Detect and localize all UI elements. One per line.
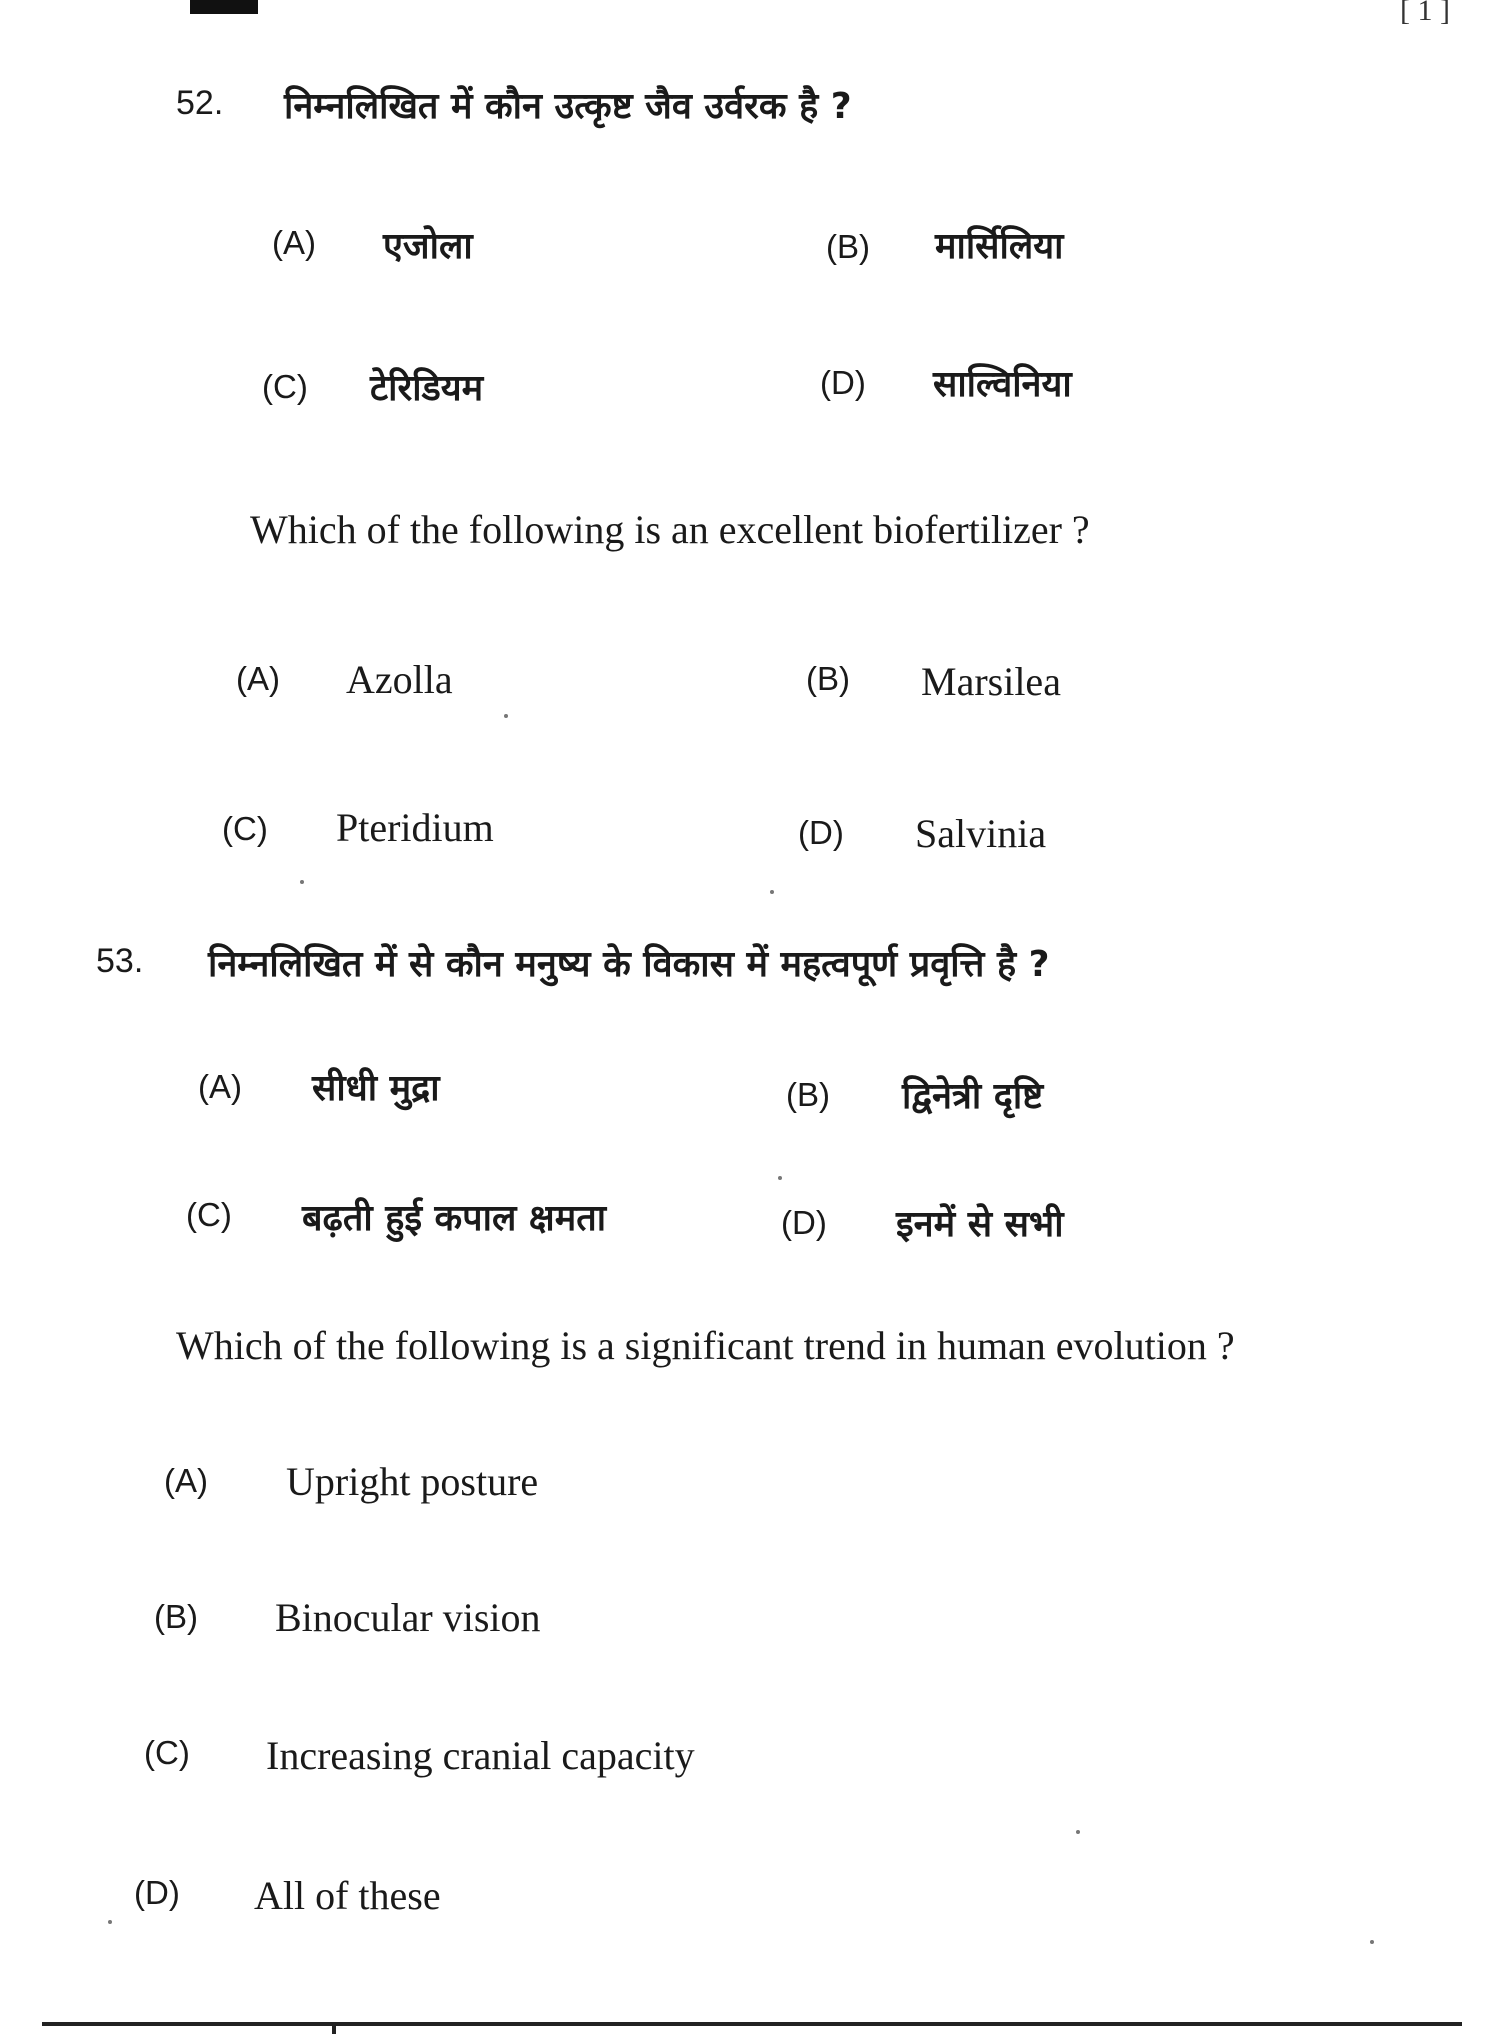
- q52-english-option-b-text: Marsilea: [921, 659, 1061, 704]
- question-52-hindi-text: निम्नलिखित में कौन उत्कृष्ट जैव उर्वरक है ?: [284, 86, 852, 127]
- header-black-block: [190, 0, 258, 14]
- q52-hindi-option-c-label: (C): [262, 368, 308, 405]
- q53-english-option-a-text: Upright posture: [286, 1459, 539, 1504]
- question-53-number: 53.: [96, 942, 144, 980]
- question-52-english-text: Which of the following is an excellent biofertilizer ?: [250, 507, 1090, 552]
- q52-hindi-option-a-text: एजोला: [383, 226, 473, 267]
- q53-hindi-option-a-label: (A): [198, 1068, 242, 1105]
- q52-hindi-option-d-label: (D): [820, 364, 866, 401]
- q52-english-option-c-label: (C): [222, 810, 268, 847]
- q52-english-option-a-label: (A): [236, 660, 280, 697]
- scan-speck: [300, 880, 304, 884]
- q53-english-option-a-label: (A): [164, 1462, 208, 1499]
- question-53-english-text: Which of the following is a significant trend in human evolution ?: [176, 1323, 1235, 1368]
- q52-hindi-option-b-label: (B): [826, 228, 870, 265]
- scan-speck: [1076, 1830, 1080, 1834]
- q53-english-option-b-text: Binocular vision: [275, 1595, 541, 1640]
- q53-hindi-option-d-text: इनमें से सभी: [896, 1204, 1064, 1245]
- q52-hindi-option-a-label: (A): [272, 224, 316, 261]
- q53-english-option-c-label: (C): [144, 1734, 190, 1771]
- scan-speck: [778, 1176, 782, 1180]
- q52-english-option-d-text: Salvinia: [915, 811, 1047, 856]
- question-53-hindi-text: निम्नलिखित में से कौन मनुष्य के विकास में महत्वपूर्ण प्रवृत्ति है ?: [208, 944, 1050, 985]
- q53-english-option-b-label: (B): [154, 1598, 198, 1635]
- q53-hindi-option-b-label: (B): [786, 1076, 830, 1113]
- q53-hindi-option-d-label: (D): [781, 1204, 827, 1241]
- q52-hindi-option-b-text: मार्सिलिया: [935, 226, 1064, 267]
- q53-hindi-option-c-text: बढ़ती हुई कपाल क्षमता: [302, 1198, 607, 1239]
- q52-english-option-c-text: Pteridium: [336, 805, 494, 850]
- q53-english-option-d-label: (D): [134, 1874, 180, 1911]
- q53-english-option-d-text: All of these: [254, 1873, 441, 1918]
- scan-speck: [108, 1920, 112, 1924]
- scan-speck: [1370, 1940, 1374, 1944]
- q52-hindi-option-c-text: टेरिडियम: [370, 368, 484, 409]
- q52-english-option-b-label: (B): [806, 660, 850, 697]
- q53-hindi-option-c-label: (C): [186, 1196, 232, 1233]
- q53-hindi-option-b-text: द्विनेत्री दृष्टि: [902, 1076, 1044, 1117]
- q53-hindi-option-a-text: सीधी मुद्रा: [312, 1068, 440, 1109]
- q52-english-option-a-text: Azolla: [346, 657, 453, 702]
- q53-english-option-c-text: Increasing cranial capacity: [266, 1733, 695, 1778]
- q52-hindi-option-d-text: साल्विनिया: [933, 364, 1072, 405]
- question-52-number: 52.: [176, 84, 224, 122]
- bottom-rule: [42, 2022, 1462, 2026]
- scan-speck: [770, 890, 774, 894]
- bottom-rule-tick: [332, 2022, 336, 2034]
- q52-english-option-d-label: (D): [798, 814, 844, 851]
- scan-speck: [504, 714, 508, 718]
- page-number: [ 1 ]: [1400, 0, 1450, 27]
